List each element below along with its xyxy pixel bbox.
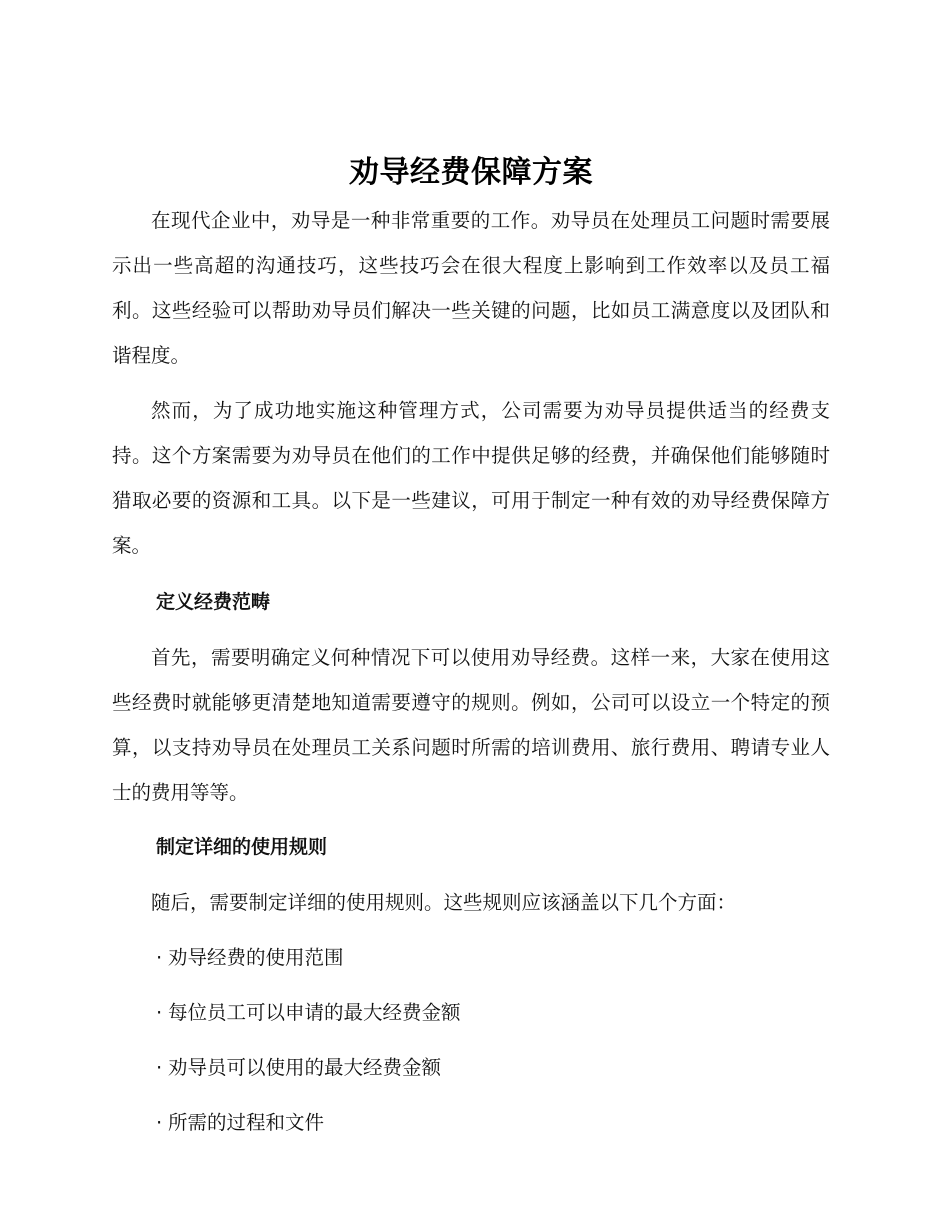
document-title: 劝导经费保障方案 xyxy=(349,155,593,190)
list-item xyxy=(112,935,830,980)
rules-paragraph: 随后，需要制定详细的使用规则。这些规则应该涵盖以下几个方面： xyxy=(151,891,737,914)
list-item xyxy=(112,1100,830,1145)
list-item xyxy=(112,990,830,1035)
funding-paragraph: 然而，为了成功地实施这种管理方式，公司需要为劝导员提供适当的经费支持。这个方案需要为劝导员在他们的工作中提供足够的经费，并确保他们能够随时猎取必要的资源和工具。以下是一些建议，可用于制定一种有效的劝导经费保障方案。 xyxy=(112,399,830,557)
bullet-glyph: · xyxy=(156,1056,163,1079)
intro-paragraph: 在现代企业中，劝导是一种非常重要的工作。劝导员在处理员工问题时需要展示出一些高超的沟通技巧，这些技巧会在很大程度上影响到工作效率以及员工福利。这些经验可以帮助劝导员们解决一些关键的问题，比如员工满意度以及团队和谐程度。 xyxy=(112,209,830,367)
list-item-text: 劝导员可以使用的最大经费金额 xyxy=(168,1056,442,1079)
bullet-glyph: · xyxy=(156,1111,163,1134)
scope-paragraph: 首先，需要明确定义何种情况下可以使用劝导经费。这样一来，大家在使用这些经费时就能够更清楚地知道需要遵守的规则。例如，公司可以设立一个特定的预算，以支持劝导员在处理员工关系问题时所需的培训费用、旅行费用、聘请专业人士的费用等等。 xyxy=(112,646,830,804)
list-item xyxy=(112,1045,830,1090)
list-item-text: 所需的过程和文件 xyxy=(168,1111,325,1134)
rules-list xyxy=(112,935,830,1145)
bullet-glyph: · xyxy=(156,1001,163,1024)
bullet-glyph: · xyxy=(156,946,163,969)
document-body xyxy=(112,150,830,1145)
list-item-text: 劝导经费的使用范围 xyxy=(168,946,344,969)
list-item-text: 每位员工可以申请的最大经费金额 xyxy=(168,1001,461,1024)
section-heading-scope: 定义经费范畴 xyxy=(156,591,271,613)
section-heading-rules: 制定详细的使用规则 xyxy=(156,836,328,858)
